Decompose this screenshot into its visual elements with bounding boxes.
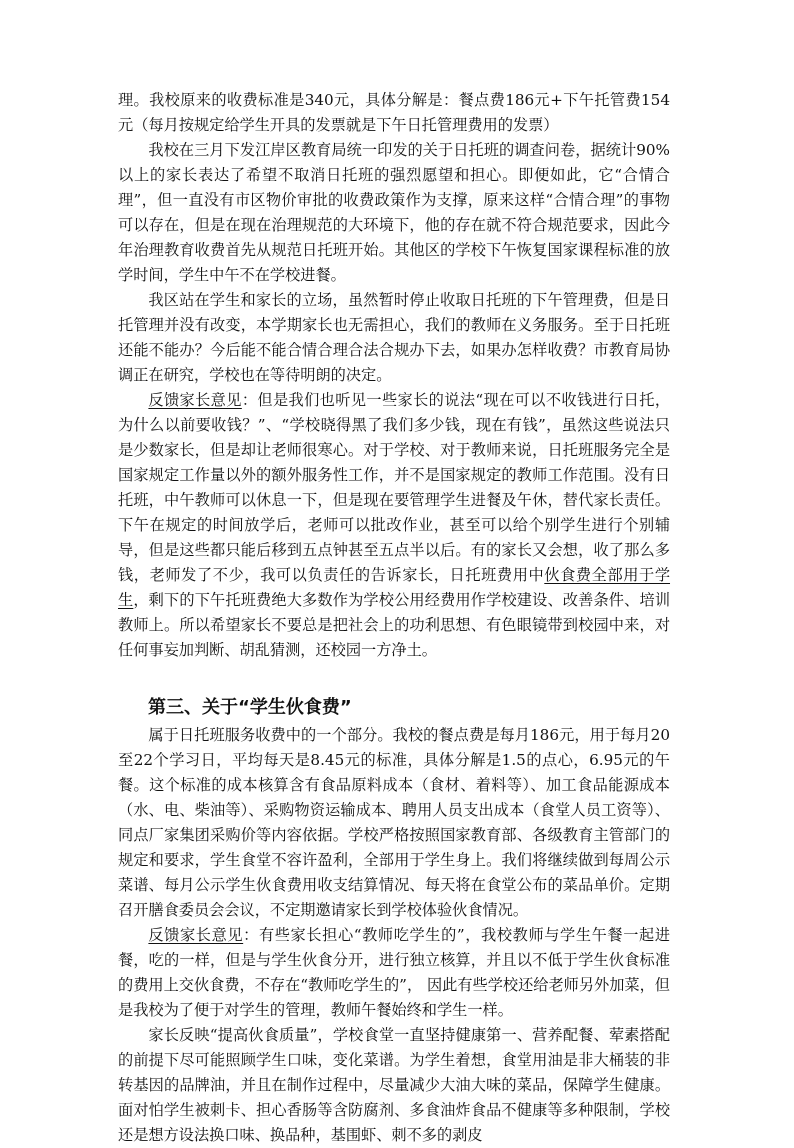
paragraph-parent-feedback-2 [118, 923, 670, 1023]
feedback-label: 反馈家长意见 [148, 391, 242, 409]
paragraph-district-stance: 我区站在学生和家长的立场，虽然暂时停止收取日托班的下午管理费，但是日托管理并没有改变，本学期家长也无需担心，我们的教师在义务服务。至于日托班还能不能办？今后能不能合情合理合法合规办下去，如果办怎样收费？市教育局协调正在研究，学校也在等待明朗的决定。 [118, 291, 670, 384]
paragraph-survey: 我校在三月下发江岸区教育局统一印发的关于日托班的调查问卷，据统计90%以上的家长表达了希望不取消日托班的强烈愿望和担心。即便如此，它“合情合理”，但一直没有市区物价审批的收费政策作为支撑，原来这样“合情合理”的事物可以存在，但是在现在治理规范的大环境下，他的存在就不符合规范要求，因此今年治理教育收费首先从规范日托班开始。其他区的学校下午恢复国家课程标准的放学时间，学生中午不在学校进餐。 [118, 141, 670, 284]
paragraph-parent-feedback-1 [118, 388, 670, 663]
section-heading-meal-fee: 第三、关于“学生伙食费” [148, 697, 352, 718]
underlined-phrase: 伙食费全部用于学生 [118, 566, 671, 609]
paragraph-meal-quality: 家长反映“提高伙食质量”，学校食堂一直坚持健康第一、营养配餐、荤素搭配的前提下尽可能照顾学生口味，变化菜谱。为学生着想，食堂用油是非大桶装的非转基因的品牌油，并且在制作过程中，尽量减少大油大味的菜品，保障学生健康。面对怕学生被刺卡、担心香肠等含防腐剂、多食油炸食品不健康等多种限制，学校还是想方设法换口味、换品种，基围虾、刺不多的剥皮 [118, 1026, 670, 1144]
feedback-text: ：但是我们也听见一些家长的说法“现在可以不收钱进行日托，为什么以前要收钱？”、“学校晓得黑了我们多少钱，现在有钱”，虽然这些说法只是少数家长，但是却让老师很寒心。对于学校、对于教师来说，日托班服务完全是国家规定工作量以外的额外服务性工作，并不是国家规定的教师工作范围。没有日托班，中午教师可以休息一下，但是现在要管理学生进餐及午休，替代家长责任。下午在规定的时间放学后，老师可以批改作业，甚至可以给个别学生进行个别辅导，但是这些都只能后移到五点钟甚至五点半以后。有的家长又会想，收了那么多钱，老师发了不少，我可以负责任的告诉家长，日托班费用中 [118, 391, 671, 584]
paragraph-fee-standard: 理。我校原来的收费标准是340元，具体分解是：餐点费186元+下午托管费154元（每月按规定给学生开具的发票就是下午日托管理费用的发票） [118, 91, 670, 134]
feedback-label: 反馈家长意见 [148, 926, 244, 944]
feedback-text: ：有些家长担心“教师吃学生的”，我校教师与学生午餐一起进餐，吃的一样，但是与学生伙食分开，进行独立核算，并且以不低于学生伙食标准的费用上交伙食费，不存在“教师吃学生的”， 因此有些学校还给老师另外加菜，但是我校为了便于对学生的管理，教师午餐始终和学生一样。 [118, 926, 671, 1019]
document-page [118, 88, 670, 1148]
paragraph-meal-fee: 属于日托班服务收费中的一个部分。我校的餐点费是每月186元，用于每月20至22个学习日，平均每天是8.45元的标准，具体分解是1.5的点心，6.95元的午餐。这个标准的成本核算含有食品原料成本（食材、着料等）、加工食品能源成本（水、电、柴油等）、采购物资运输成本、聘用人员支出成本（食堂人员工资等）、同点厂家集团采购价等内容依据。学校严格按照国家教育部、各级教育主管部门的规定和要求，学生食堂不容许盈利，全部用于学生身上。我们将继续做到每周公示菜谱、每月公示学生伙食费用收支结算情况、每天将在食堂公布的菜品单价。定期召开膳食委员会会议，不定期邀请家长到学校体验伙食情况。 [118, 726, 670, 919]
feedback-text-cont: ，剩下的下午托班费绝大多数作为学校公用经费用作学校建设、改善条件、培训教师上。所以希望家长不要总是把社会上的功利思想、有色眼镜带到校园中来，对任何事妄加判断、胡乱猜测，还校园一方净土。 [118, 591, 671, 659]
